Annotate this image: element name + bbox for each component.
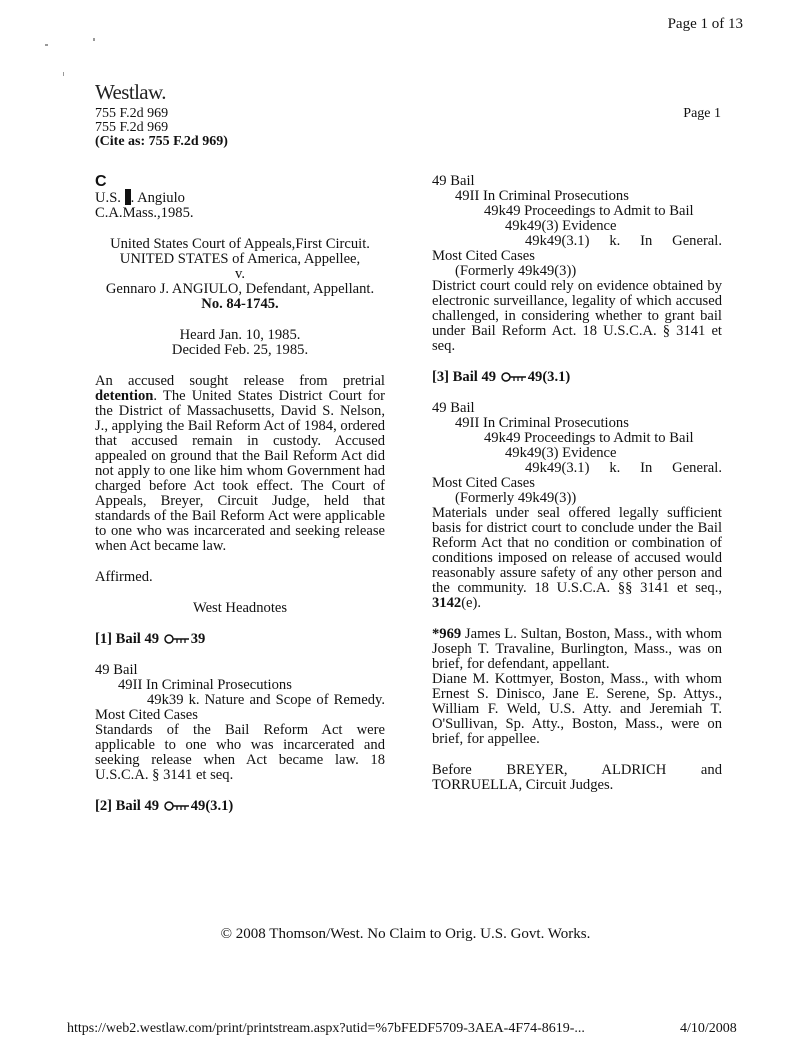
scan-speck [45, 44, 48, 46]
headnote-3-topic: 49 Bail [432, 400, 475, 416]
case-title-suffix: . Angiulo [130, 190, 185, 206]
headnotes-title: West Headnotes [192, 600, 288, 616]
citation-block [95, 107, 228, 149]
headnote-3-formerly: (Formerly 49k49(3)) [455, 490, 577, 506]
right-column [432, 174, 722, 793]
headnote-3-key: 49k49(3.1) k. In General. [525, 460, 722, 476]
headnote-1-text: Standards of the Bail Reform Act were applicable to one who was incarcerated and seeking release when Act became law. 18 U.S.C.A. § 3141 et seq. [95, 722, 385, 783]
headnote-1-key: 49k39 k. Nature and Scope of Remedy. Most Cited Cases [95, 692, 385, 723]
case-title-prefix: U.S. [95, 190, 121, 206]
highlighted-term: detention [95, 388, 154, 404]
page-label: Page 1 [683, 106, 721, 121]
court-name: United States Court of Appeals,First Circuit. [110, 236, 370, 252]
print-url: https://web2.westlaw.com/print/printstream.aspx?utid=%7bFEDF5709-3AEA-4F74-8619-... [67, 1021, 585, 1036]
heard-date: Heard Jan. 10, 1985. [179, 327, 301, 343]
counsel-appellee: Diane M. Kottmyer, Boston, Mass., with whom Ernest S. Dinisco, Jane E. Serene, Sp. Attys., William F. Weld, U.S. Atty. and Jeremiah T. O'Sullivan, Sp. Atty., Boston, Mass., were on brief, for appellee. [432, 671, 722, 747]
decided-date: Decided Feb. 25, 1985. [171, 342, 309, 358]
copyright-notice: © 2008 Thomson/West. No Claim to Orig. U.S. Govt. Works. [220, 926, 591, 942]
headnote-3-text: Materials under seal offered legally sufficient basis for district court to conclude under the Bail Reform Act that no condition or combination of conditions imposed on release of accused would reasonably assure safety of any other person and the community. 18 U.S.C.A. §§ 3141 et seq., 3142(e). [432, 505, 722, 611]
citation-line: 755 F.2d 969 [95, 106, 169, 121]
scan-speck [93, 38, 95, 41]
headnote-2-topic: 49 Bail [432, 173, 475, 189]
statute-section: 3142 [432, 595, 462, 611]
headnote-2-text: District court could rely on evidence obtained by electronic surveillance, legality of which accused challenged, in considering whether to grant bail under Bail Reform Act. 18 U.S.C.A. § 3141 et seq. [432, 278, 722, 354]
counsel-appellant: *969 James L. Sultan, Boston, Mass., with whom Joseph T. Travaline, Burlington, Mass., was on brief, for defendant, appellant. [432, 626, 722, 672]
disposition: Affirmed. [95, 569, 153, 585]
headnote-3-proceedings: 49k49 Proceedings to Admit to Bail [484, 430, 694, 446]
cite-as-line: (Cite as: 755 F.2d 969) [95, 134, 228, 149]
headnote-2-formerly: (Formerly 49k49(3)) [455, 263, 577, 279]
party-appellant: Gennaro J. ANGIULO, Defendant, Appellant. [105, 281, 375, 297]
headnote-1-topic: 49 Bail [95, 662, 138, 678]
case-title [95, 189, 385, 206]
headnote-2-evidence: 49k49(3) Evidence [505, 218, 617, 234]
headnote-2-heading: [2] Bail 49 49(3.1) [95, 798, 234, 814]
headnote-3-cases: Most Cited Cases [432, 475, 535, 491]
key-number-icon [501, 371, 527, 383]
headnote-2-cases: Most Cited Cases [432, 248, 535, 264]
westlaw-logo: Westlaw. [95, 80, 166, 104]
citation-line: 755 F.2d 969 [95, 120, 169, 135]
left-column [95, 174, 385, 814]
judges-panel: Before BREYER, ALDRICH and TORRUELLA, Circuit Judges. [432, 762, 722, 793]
scan-speck [63, 72, 64, 76]
party-appellee: UNITED STATES of America, Appellee, [119, 251, 361, 267]
headnote-1-subtopic: 49II In Criminal Prosecutions [118, 677, 292, 693]
docket-number: No. 84-1745. [201, 296, 279, 312]
key-number-icon [164, 800, 190, 812]
versus: v. [235, 266, 245, 282]
headnote-3-evidence: 49k49(3) Evidence [505, 445, 617, 461]
print-date: 4/10/2008 [680, 1021, 737, 1036]
key-number-icon [164, 633, 190, 645]
headnote-3-subtopic: 49II In Criminal Prosecutions [455, 415, 629, 431]
status-flag-c: C [95, 173, 107, 190]
headnote-2-key: 49k49(3.1) k. In General. [525, 233, 722, 249]
headnote-2-proceedings: 49k49 Proceedings to Admit to Bail [484, 203, 694, 219]
headnote-1-heading: [1] Bail 49 39 [95, 631, 206, 647]
headnote-3-heading: [3] Bail 49 49(3.1) [432, 369, 571, 385]
court-abbreviation: C.A.Mass.,1985. [95, 205, 194, 221]
headnote-2-subtopic: 49II In Criminal Prosecutions [455, 188, 629, 204]
star-page: *969 [432, 626, 462, 642]
synopsis: An accused sought release from pretrial detention. The United States District Court for the District of Massachusetts, David S. Nelson, J., applying the Bail Reform Act of 1984, ordered that accused remain in custody. Accused appealed on ground that the Bail Reform Act did not apply to one like him whom Government had charged before Act took effect. The Court of Appeals, Breyer, Circuit Judge, held that standards of the Bail Reform Act were applicable to one who was incarcerated and seeking release when Act became law. [95, 373, 385, 554]
page-count: Page 1 of 13 [667, 16, 743, 32]
